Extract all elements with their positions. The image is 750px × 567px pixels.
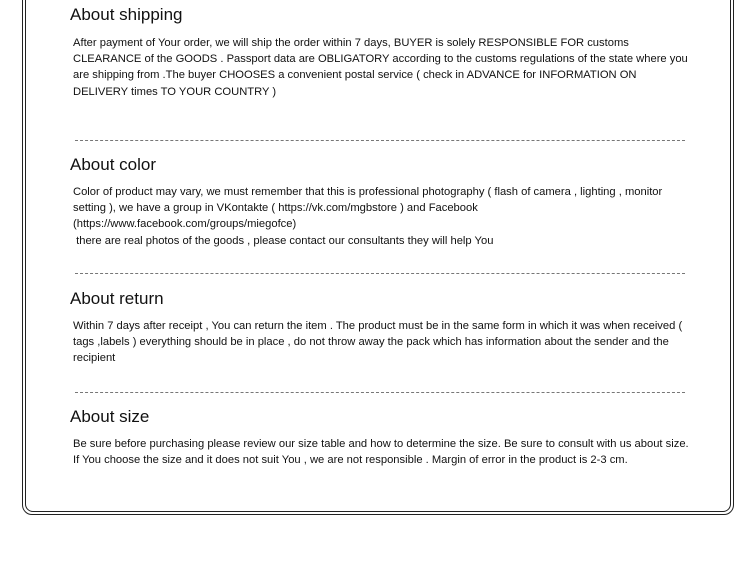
size-paragraph: Be sure before purchasing please review our size table and how to determine the size. Be sure to consult with us about size. If You choose the size and it does not suit You , we are not responsible . Margin of error in the product is 2-3 cm. [73, 438, 689, 467]
size-body [73, 436, 690, 468]
shipping-heading: About shipping [70, 5, 183, 24]
color-section [70, 155, 690, 249]
color-heading: About color [70, 155, 156, 174]
section-divider [75, 273, 685, 274]
return-body [73, 318, 690, 367]
color-body [73, 184, 690, 249]
color-paragraph: Color of product may vary, we must remember that this is professional photography ( flash of camera , lighting , monitor setting ), we have a group in VKontakte ( https://vk.com/mgbstore ) and Facebook [73, 186, 663, 215]
size-heading: About size [70, 407, 150, 426]
return-heading: About return [70, 289, 164, 308]
section-divider [75, 392, 685, 393]
size-section [70, 407, 690, 468]
return-paragraph: Within 7 days after receipt , You can return the item . The product must be in the same form in which it was when received ( tags ,labels ) everything should be in place , do not throw away the pack which has information about the sender and the recipient [73, 320, 683, 365]
shipping-body [73, 35, 690, 100]
return-section [70, 289, 690, 367]
shipping-paragraph: After payment of Your order, we will ship the order within 7 days, BUYER is solely RESPONSIBLE FOR customs CLEARANCE of the GOODS . Passport data are OBLIGATORY according to the customs regulations of the state where you are shipping from .The buyer CHOOSES a convenient postal service ( check in ADVANCE for INFORMATION ON DELIVERY times TO YOUR COUNTRY ) [73, 37, 688, 98]
color-facebook-link: (https://www.facebook.com/groups/miegofce) [73, 218, 297, 231]
shipping-section [70, 5, 690, 100]
color-contact-note: there are real photos of the goods , please contact our consultants they will help You [73, 234, 494, 247]
section-divider [75, 140, 685, 141]
